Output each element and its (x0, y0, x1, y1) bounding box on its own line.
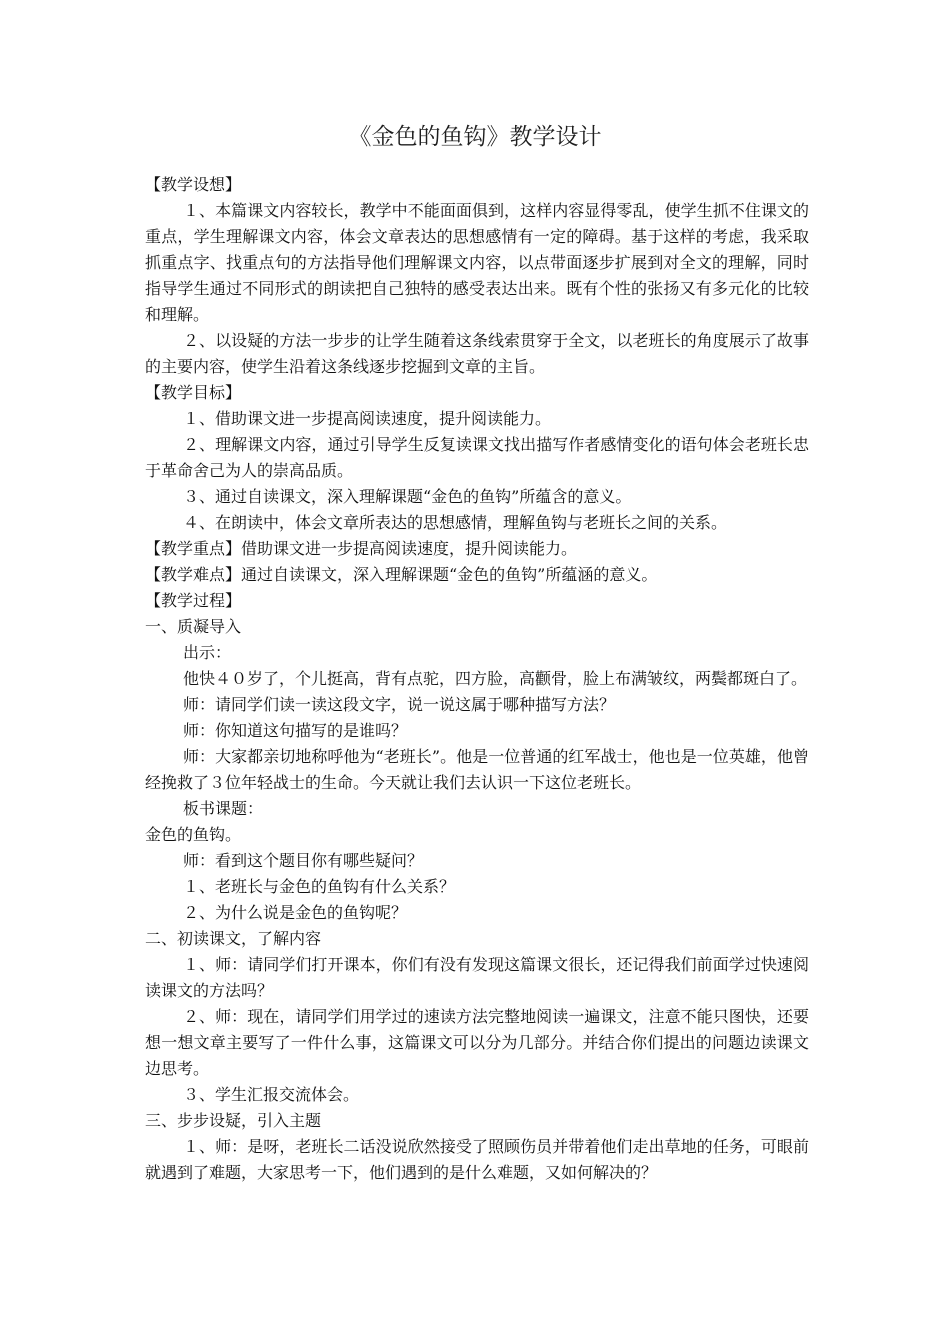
body-paragraph: ２、师：现在，请同学们用学过的速读方法完整地阅读一遍课文，注意不能只图快，还要想一想文章主要写了一件什么事，这篇课文可以分为几部分。并结合你们提出的问题边读课文边思考。 (145, 1007, 809, 1078)
body-paragraph: １、本篇课文内容较长，教学中不能面面俱到，这样内容显得零乱，使学生抓不住课文的重点，学生理解课文内容，体会文章表达的思想感情有一定的障碍。基于这样的考虑，我采取抓重点字、找重点句的方法指导他们理解课文内容，以点带面逐步扩展到对全文的理解，同时指导学生通过不同形式的朗读把自己独特的感受表达出来。既有个性的张扬又有多元化的比较和理解。 (145, 201, 809, 324)
body-paragraph: ２、为什么说是金色的鱼钩呢？ (183, 903, 408, 922)
section-heading: 【教学难点】通过自读课文，深入理解课题“金色的鱼钩”所蕴涵的意义。 (145, 565, 658, 584)
body-paragraph: １、老班长与金色的鱼钩有什么关系？ (183, 877, 456, 896)
body-paragraph: １、师：请同学们打开课本，你们有没有发现这篇课文很长，还记得我们前面学过快速阅读课文的方法吗？ (145, 955, 809, 1000)
body-paragraph: １、师：是呀，老班长二话没说欣然接受了照顾伤员并带着他们走出草地的任务，可眼前就遇到了难题，大家思考一下，他们遇到的是什么难题，又如何解决的？ (145, 1137, 809, 1182)
section-heading: 一、质凝导入 (145, 617, 242, 636)
body-paragraph: 他快４０岁了，个儿挺高，背有点驼，四方脸，高颧骨，脸上布满皱纹，两鬓都斑白了。 (183, 669, 808, 688)
body-paragraph: 板书课题： (183, 799, 264, 818)
section-heading: 二、初读课文，了解内容 (145, 929, 322, 948)
body-paragraph: ３、通过自读课文，深入理解课题“金色的鱼钩”所蕴含的意义。 (183, 487, 632, 506)
body-paragraph: １、借助课文进一步提高阅读速度，提升阅读能力。 (183, 409, 552, 428)
section-heading: 【教学重点】借助课文进一步提高阅读速度，提升阅读能力。 (145, 539, 578, 558)
section-heading: 金色的鱼钩。 (145, 825, 242, 844)
body-paragraph: 师：你知道这句描写的是谁吗？ (183, 721, 408, 740)
document-title: 《金色的鱼钩》教学设计 (348, 124, 602, 150)
body-paragraph: 师：看到这个题目你有哪些疑问？ (183, 851, 424, 870)
section-heading: 三、步步设疑，引入主题 (145, 1111, 322, 1130)
body-paragraph: 师：大家都亲切地称呼他为“老班长”。他是一位普通的红军战士，他也是一位英雄，他曾经挽救了３位年轻战士的生命。今天就让我们去认识一下这位老班长。 (145, 747, 809, 792)
document-body (145, 172, 809, 1186)
body-paragraph: ３、学生汇报交流体会。 (183, 1085, 360, 1104)
section-heading: 【教学设想】 (145, 175, 242, 194)
section-heading: 【教学目标】 (145, 383, 242, 402)
body-paragraph: ２、以设疑的方法一步步的让学生随着这条线索贯穿于全文，以老班长的角度展示了故事的主要内容，使学生沿着这条线逐步挖掘到文章的主旨。 (145, 331, 809, 376)
body-paragraph: ４、在朗读中，体会文章所表达的思想感情，理解鱼钩与老班长之间的关系。 (183, 513, 728, 532)
body-paragraph: 出示： (183, 643, 232, 662)
body-paragraph: ２、理解课文内容，通过引导学生反复读课文找出描写作者感情变化的语句体会老班长忠于革命舍己为人的崇高品质。 (145, 435, 809, 480)
body-paragraph: 师：请同学们读一读这段文字，说一说这属于哪种描写方法？ (183, 695, 616, 714)
section-heading: 【教学过程】 (145, 591, 242, 610)
